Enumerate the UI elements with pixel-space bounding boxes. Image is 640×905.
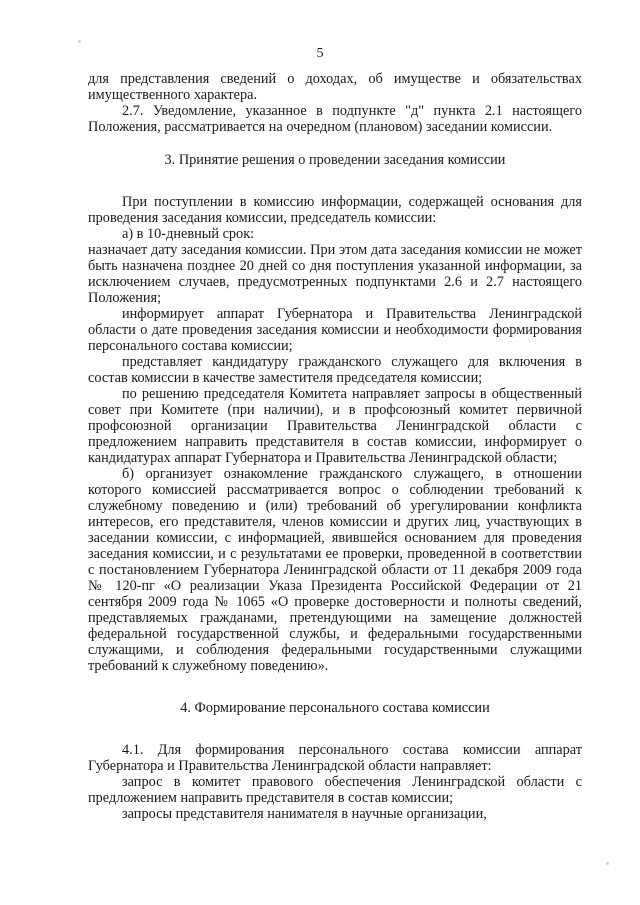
paragraph: по решению председателя Комитета направляет запросы в общественный совет при Комитете (при наличии), и в профсоюзный комитет первичной профсоюзной организации Правительства Ленинградской области с предложением направить представителя в состав комиссии, информирует о кандидатурах аппарат Губернатора и Правительства Ленинградской области; [88,386,582,466]
paragraph: запрос в комитет правового обеспечения Ленинградской области с предложением направить представителя в состав комиссии; [88,774,582,806]
scan-speck [606,862,609,865]
paragraph: 2.7. Уведомление, указанное в подпункте "д" пункта 2.1 настоящего Положения, рассматривается на очередном (плановом) заседании комиссии. [88,103,582,135]
section-heading-4: 4. Формирование персонального состава комиссии [180,700,490,716]
paragraph: представляет кандидатуру гражданского служащего для включения в состав комиссии в качестве заместителя председателя комиссии; [88,354,582,386]
paragraph: назначает дату заседания комиссии. При этом дата заседания комиссии не может быть назначена позднее 20 дней со дня поступления указанной информации, за исключением случаев, предусмотренных подпунктами 2.6 и 2.7 настоящего Положения; [88,242,582,306]
paragraph: для представления сведений о доходах, об имуществе и обязательствах имущественного характера. [88,71,582,103]
paragraph: 4.1. Для формирования персонального состава комиссии аппарат Губернатора и Правительства Ленинградской области направляет: [88,742,582,774]
paragraph: информирует аппарат Губернатора и Правительства Ленинградской области о дате проведения заседания комиссии и необходимости формирования персонального состава комиссии; [88,306,582,354]
document-body [88,71,582,822]
paragraph: а) в 10-дневный срок: [122,226,255,242]
section-heading-3: 3. Принятие решения о проведении заседания комиссии [164,152,506,168]
paragraph: б) организует ознакомление гражданского служащего, в отношении которого комиссией рассматривается вопрос о соблюдении требований к служебному поведению и (или) требований об урегулировании конфликта интересов, его представителя, членов комиссии и других лиц, участвующих в заседании комиссии, с информацией, явившейся основанием для проведения заседания комиссии, и с результатами ее проверки, проведенной в соответствии с постановлением Губернатора Ленинградской области от 11 декабря 2009 года № 120-пг «О реализации Указа Президента Российской Федерации от 21 сентября 2009 года № 1065 «О проверке достоверности и полноты сведений, представляемых гражданами, претендующими на замещение должностей федеральной государственной службы, и федеральными государственными служащими, и соблюдения федеральными государственными служащими требований к служебному поведению». [88,466,582,674]
page-number: 5 [316,46,324,61]
scan-speck [78,40,81,43]
paragraph: При поступлении в комиссию информации, содержащей основания для проведения заседания комиссии, председатель комиссии: [88,194,582,226]
paragraph: запросы представителя нанимателя в научные организации, [122,806,487,822]
